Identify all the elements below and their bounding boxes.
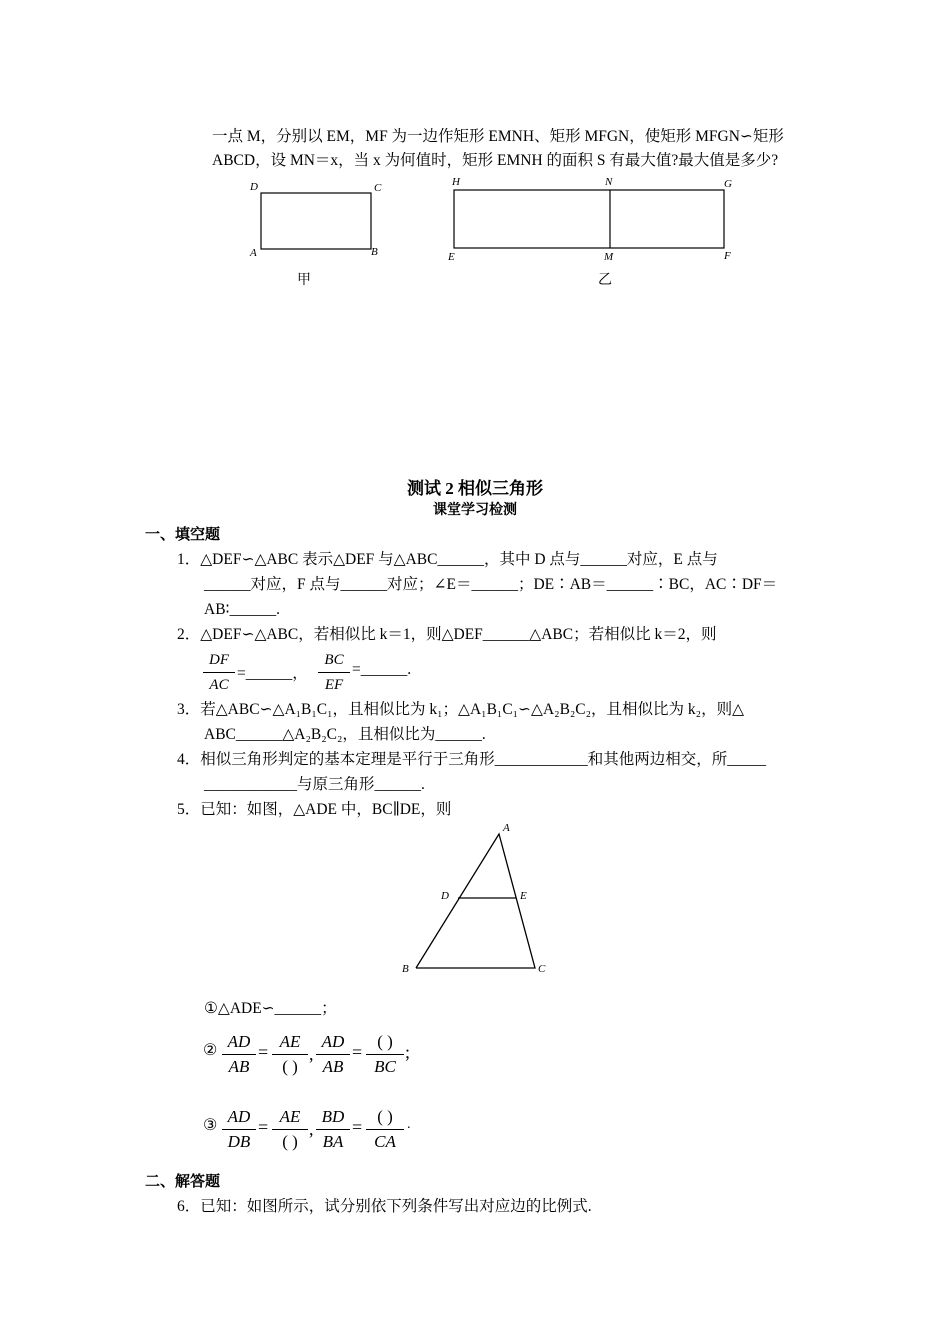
label-E: E bbox=[520, 890, 527, 902]
q1-line1: 1．△DEF∽△ABC 表示△DEF 与△ABC______，其中 D 点与______对应，E 点与 bbox=[177, 551, 718, 568]
q5-item3-frac3 bbox=[316, 1107, 350, 1152]
frac-den: ( ) bbox=[282, 1132, 298, 1151]
label-D: D bbox=[441, 890, 449, 902]
label-D: D bbox=[250, 181, 258, 193]
q2-line1: 2．△DEF∽△ABC，若相似比 k＝1，则△DEF______△ABC；若相似比 k＝2，则 bbox=[177, 626, 717, 643]
q5-item3-frac2 bbox=[272, 1107, 308, 1152]
frac-num: AD bbox=[321, 1032, 345, 1051]
problem-text-line2: ABCD，设 MN＝x，当 x 为何值时，矩形 EMNH 的面积 S 有最大值?最大值是多少? bbox=[212, 152, 779, 169]
q5-item2-marker: ② bbox=[203, 1042, 218, 1059]
fraction-bar bbox=[366, 1129, 404, 1130]
fraction-bar bbox=[316, 1054, 350, 1055]
label-B: B bbox=[402, 963, 409, 975]
period: . bbox=[407, 1117, 411, 1132]
caption-yi: 乙 bbox=[598, 273, 612, 288]
q5-item3-marker: ③ bbox=[203, 1117, 218, 1134]
frac-den: DB bbox=[227, 1132, 251, 1151]
fraction-bar bbox=[222, 1054, 256, 1055]
q4-line2: ____________与原三角形______. bbox=[204, 776, 425, 793]
frac-num: AD bbox=[227, 1032, 251, 1051]
q5-item2-frac3 bbox=[316, 1032, 350, 1077]
frac-den: ( ) bbox=[282, 1057, 298, 1076]
fraction-bar bbox=[222, 1129, 256, 1130]
label-N: N bbox=[605, 176, 613, 188]
section-fill-in-blank: 一、填空题 bbox=[145, 527, 221, 543]
fraction-bar bbox=[272, 1129, 308, 1130]
page-title: 测试 2 相似三角形 bbox=[407, 479, 543, 498]
frac-den: AB bbox=[322, 1057, 344, 1076]
q6-line1: 6．已知：如图所示，试分别依下列条件写出对应边的比例式. bbox=[177, 1198, 592, 1215]
frac-num: AD bbox=[227, 1107, 251, 1126]
frac-num: BD bbox=[321, 1107, 345, 1126]
frac-num: AE bbox=[279, 1032, 301, 1051]
frac-num: ( ) bbox=[377, 1107, 393, 1126]
page-subtitle: 课堂学习检测 bbox=[433, 503, 517, 518]
q5-line1: 5．已知：如图，△ADE 中，BC∥DE，则 bbox=[177, 801, 452, 818]
q2-f1-num: DF bbox=[209, 652, 229, 668]
label-M: M bbox=[604, 251, 614, 263]
caption-jia: 甲 bbox=[297, 273, 311, 288]
q5-item2-frac2 bbox=[272, 1032, 308, 1077]
frac-den: CA bbox=[374, 1132, 396, 1151]
q1-line2: ______对应，F 点与______对应；∠E＝______；DE∶AB＝______∶BC，AC∶DF＝ bbox=[204, 576, 778, 593]
label-A: A bbox=[250, 247, 257, 259]
q5-item3-frac4 bbox=[366, 1107, 404, 1152]
label-C: C bbox=[538, 963, 546, 975]
fraction-bar bbox=[366, 1054, 404, 1055]
q5-item2-frac4 bbox=[366, 1032, 404, 1077]
label-C: C bbox=[374, 182, 382, 194]
q1-line3: AB∶______. bbox=[204, 601, 280, 618]
q2-f2-num: BC bbox=[324, 652, 344, 668]
label-E: E bbox=[448, 251, 455, 263]
equals-sign: = bbox=[352, 1042, 363, 1062]
frac-den: AB bbox=[228, 1057, 250, 1076]
label-B: B bbox=[371, 246, 378, 258]
label-A: A bbox=[503, 822, 510, 834]
q5-item3-frac1 bbox=[222, 1107, 256, 1152]
fraction-bar bbox=[272, 1054, 308, 1055]
comma: , bbox=[309, 1044, 314, 1064]
equals-sign: = bbox=[258, 1117, 269, 1137]
q2-f1-tail: =______， bbox=[237, 665, 308, 682]
problem-text-line1: 一点 M，分别以 EM，MF 为一边作矩形 EMNH、矩形 MFGN，使矩形 MFGN∽矩形 bbox=[212, 128, 784, 145]
q5-item2-frac1 bbox=[222, 1032, 256, 1077]
q2-f2-den: EF bbox=[324, 677, 344, 693]
equals-sign: = bbox=[258, 1042, 269, 1062]
q3-line2: ABC______△A₂B₂C₂，且相似比为______. bbox=[204, 726, 486, 743]
q2-f2-tail: =______. bbox=[352, 661, 412, 678]
q3-line1: 3．若△ABC∽△A₁B₁C₁，且相似比为 k₁；△A₁B₁C₁∽△A₂B₂C₂，且相似比为 k₂，则△ bbox=[177, 701, 744, 718]
frac-num: AE bbox=[279, 1107, 301, 1126]
q5-item1: ①△ADE∽______； bbox=[204, 1000, 337, 1017]
q4-line1: 4．相似三角形判定的基本定理是平行于三角形____________和其他两边相交，所_____ bbox=[177, 751, 767, 768]
fraction-bar bbox=[316, 1129, 350, 1130]
label-H: H bbox=[452, 176, 460, 188]
label-F: F bbox=[724, 250, 731, 262]
q2-f1-den: AC bbox=[209, 677, 229, 693]
label-G: G bbox=[724, 178, 732, 190]
frac-den: BA bbox=[322, 1132, 344, 1151]
comma: , bbox=[309, 1119, 314, 1139]
frac-den: BC bbox=[374, 1057, 396, 1076]
section-answer-questions: 二、解答题 bbox=[145, 1174, 221, 1190]
equals-sign: = bbox=[352, 1117, 363, 1137]
semicolon: ; bbox=[405, 1042, 411, 1062]
frac-num: ( ) bbox=[377, 1032, 393, 1051]
